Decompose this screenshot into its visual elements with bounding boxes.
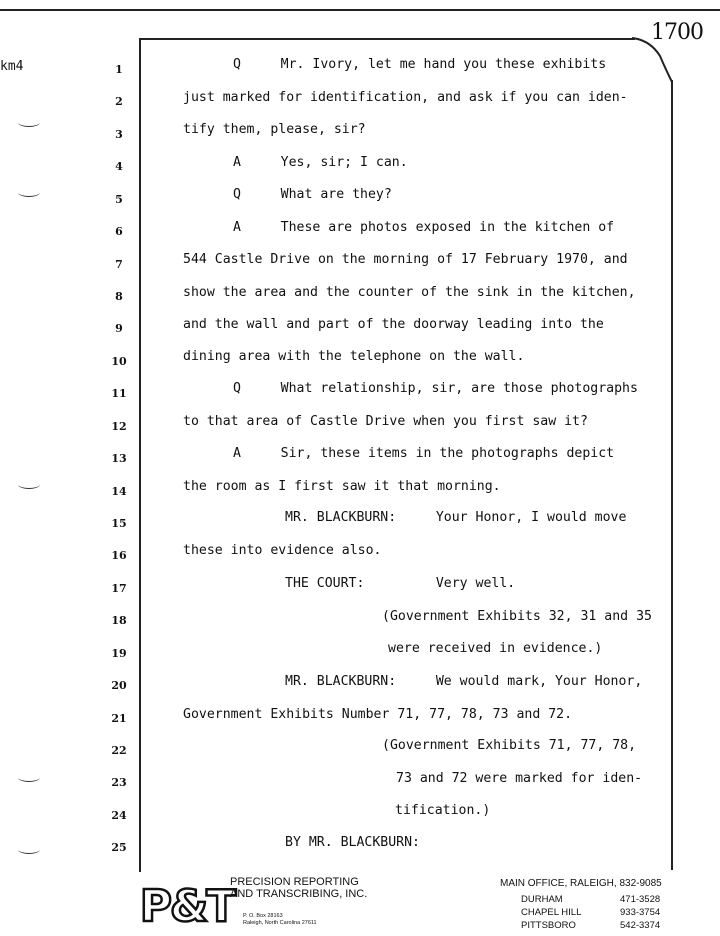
address-line: Raleigh, North Carolina 27611 — [243, 920, 317, 926]
transcript-line: show the area and the counter of the sink in the kitchen, — [183, 285, 636, 300]
transcript-line: BY MR. BLACKBURN: — [285, 835, 420, 850]
line-number: 1 — [115, 63, 123, 76]
line-number: 24 — [111, 809, 127, 822]
page-corner-curve — [630, 36, 676, 86]
transcript-line: just marked for identification, and ask if you can iden- — [183, 90, 628, 105]
punch-mark — [18, 845, 40, 854]
line-number: 13 — [111, 452, 127, 465]
main-office: MAIN OFFICE, RALEIGH, 832-9085 — [500, 878, 662, 889]
line-number: 22 — [111, 744, 127, 757]
line-number: 8 — [115, 290, 123, 303]
line-number: 14 — [111, 485, 127, 498]
line-number: 4 — [115, 160, 123, 173]
line-number: 20 — [111, 679, 127, 692]
line-number: 16 — [111, 549, 127, 562]
transcript-line: (Government Exhibits 32, 31 and 35 — [382, 609, 652, 624]
office-city: PITTSBORO — [521, 920, 576, 931]
left-margin-rule — [139, 38, 141, 872]
transcript-line: tification.) — [395, 803, 491, 818]
office-phone: 933-3754 — [620, 907, 661, 918]
office-city: CHAPEL HILL — [521, 907, 582, 918]
line-number: 3 — [115, 128, 123, 141]
transcript-line: THE COURT: Very well. — [285, 576, 516, 591]
transcript-line: MR. BLACKBURN: We would mark, Your Honor, — [285, 674, 643, 689]
margin-tag: km4 — [0, 59, 24, 74]
line-number: 6 — [115, 225, 123, 238]
line-number: 12 — [111, 420, 127, 433]
line-number: 19 — [111, 647, 127, 660]
line-number: 17 — [111, 582, 127, 595]
transcript-line: to that area of Castle Drive when you first saw it? — [183, 414, 588, 429]
line-number: 25 — [111, 841, 127, 854]
page-number: 1700 — [651, 20, 703, 45]
transcript-line: Q Mr. Ivory, let me hand you these exhibits — [233, 57, 607, 72]
line-number: 7 — [115, 258, 123, 271]
line-number: 18 — [111, 614, 127, 627]
office-city: DURHAM — [521, 894, 563, 905]
transcript-line: (Government Exhibits 71, 77, 78, — [382, 738, 637, 753]
punch-mark — [18, 118, 40, 127]
transcript-line: dining area with the telephone on the wall. — [183, 349, 525, 364]
transcript-line: Q What relationship, sir, are those photographs — [233, 381, 638, 396]
line-number: 15 — [111, 517, 127, 530]
transcript-line: MR. BLACKBURN: Your Honor, I would move — [285, 510, 627, 525]
transcript-line: were received in evidence.) — [388, 641, 603, 656]
company-name-line: AND TRANSCRIBING, INC. — [230, 888, 368, 900]
punch-mark — [18, 480, 40, 489]
line-number: 9 — [115, 322, 123, 335]
transcript-line: A Yes, sir; I can. — [233, 155, 408, 170]
company-logo — [139, 873, 235, 932]
address-line: P. O. Box 28163 — [243, 913, 283, 919]
company-address — [243, 913, 317, 927]
punch-mark — [18, 773, 40, 782]
line-number: 11 — [111, 387, 127, 400]
line-number: 23 — [111, 776, 127, 789]
company-name — [230, 876, 367, 900]
transcript-line: these into evidence also. — [183, 543, 382, 558]
line-number: 2 — [115, 95, 123, 108]
line-number: 10 — [111, 355, 127, 368]
punch-mark — [18, 188, 40, 197]
transcript-line: Q What are they? — [233, 187, 392, 202]
company-name-line: PRECISION REPORTING — [230, 876, 359, 888]
office-phone: 542-3374 — [620, 920, 661, 931]
line-number: 21 — [111, 712, 127, 725]
transcript-line: tify them, please, sir? — [183, 122, 366, 137]
top-rule — [0, 9, 720, 11]
line-number: 5 — [115, 193, 123, 206]
transcript-line: 73 and 72 were marked for iden- — [396, 771, 643, 786]
transcript-line: and the wall and part of the doorway leading into the — [183, 317, 604, 332]
transcript-line: the room as I first saw it that morning. — [183, 479, 501, 494]
transcript-line: Government Exhibits Number 71, 77, 78, 73 and 72. — [183, 707, 573, 722]
transcript-line: A Sir, these items in the photographs depict — [233, 446, 615, 461]
transcript-line: 544 Castle Drive on the morning of 17 February 1970, and — [183, 252, 628, 267]
top-frame-rule — [139, 38, 635, 40]
company-logo-text: P&T — [139, 881, 235, 932]
office-phone: 471-3528 — [620, 894, 661, 905]
transcript-line: A These are photos exposed in the kitchen of — [233, 220, 615, 235]
right-margin-rule — [671, 80, 673, 870]
